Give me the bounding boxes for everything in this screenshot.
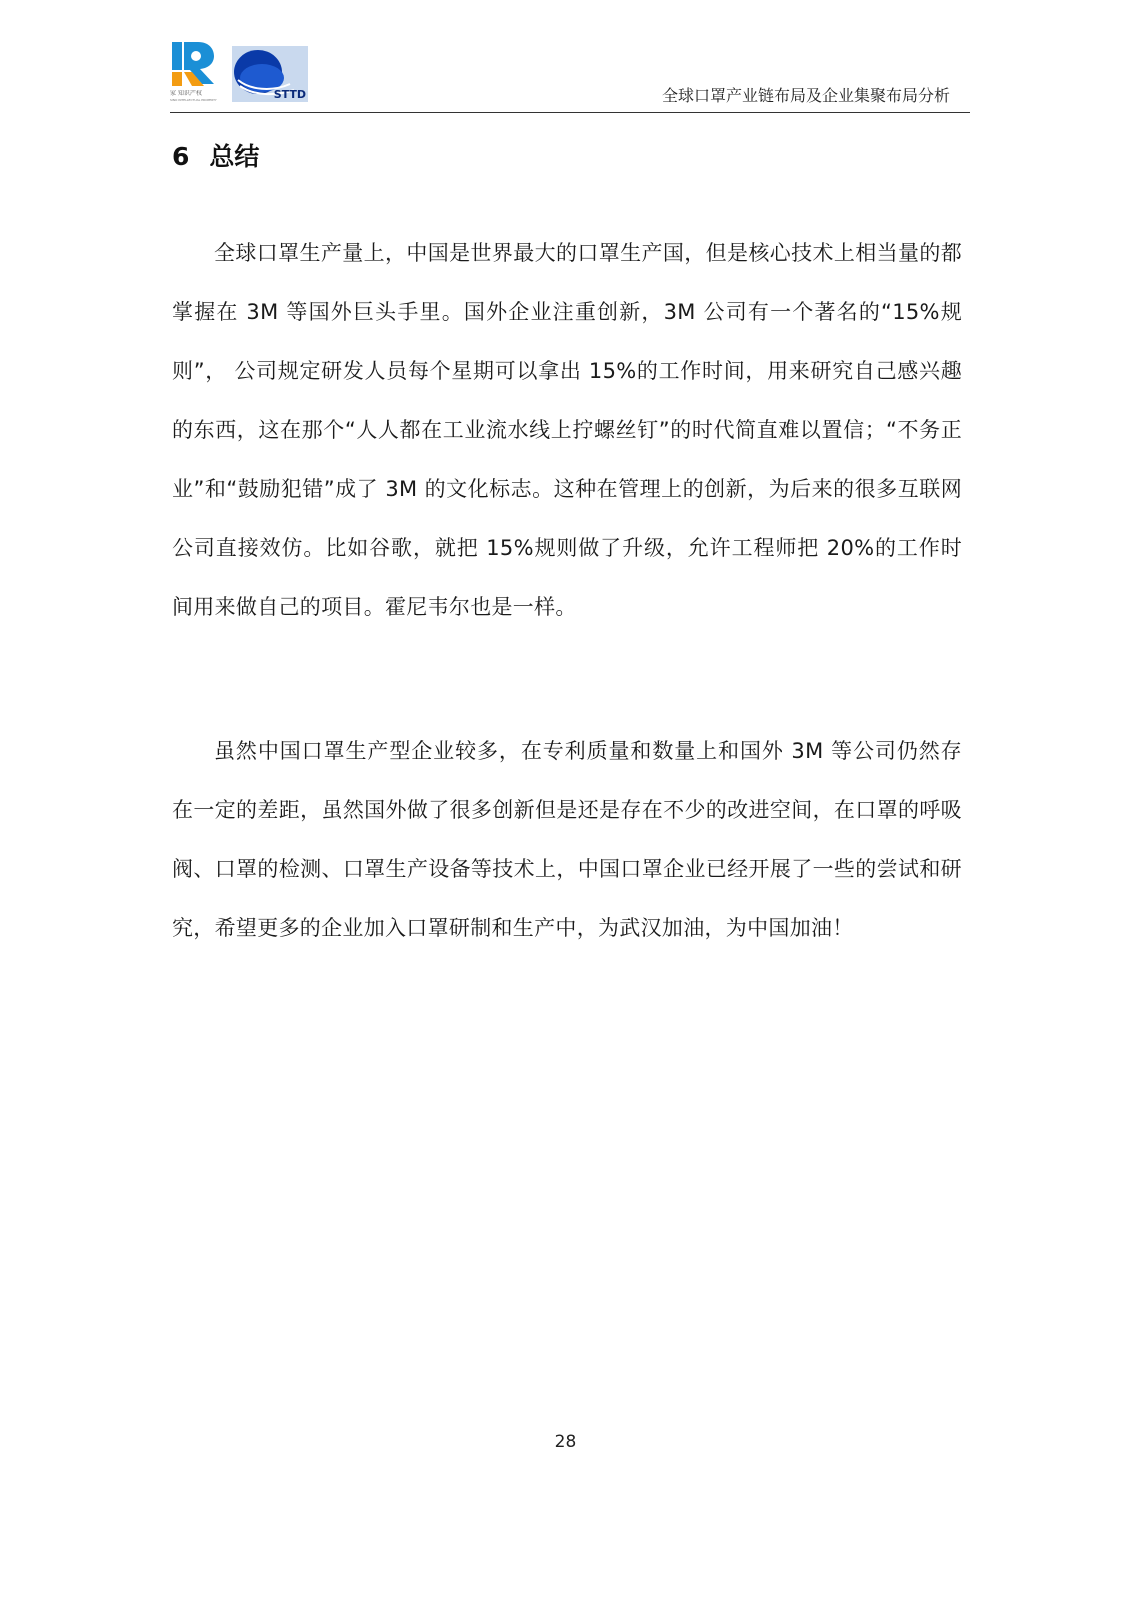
page-number: 28 [554,1432,577,1452]
section-number: 6 [172,142,190,171]
page-header [170,40,970,114]
header-divider [170,112,970,113]
body-paragraph-2: 虽然中国口罩生产型企业较多，在专利质量和数量上和国外 3M 等公司仍然存在一定的差距，虽然国外做了很多创新但是还是存在不少的改进空间，在口罩的呼吸阀、口罩的检测、口罩生产设备等技术上，中国口罩企业已经开展了一些的尝试和研究，希望更多的企业加入口罩研制和生产中，为武汉加油，为中国加油！ [172,739,962,940]
logo-r-caption: 家 知识产权 [170,90,202,97]
logo-sttd-icon [232,46,308,102]
body-paragraph-1: 全球口罩生产量上，中国是世界最大的口罩生产国，但是核心技术上相当量的都掌握在 3M 等国外巨头手里。国外企业注重创新，3M 公司有一个著名的“15%规则”， 公司规定研发人员每个星期可以拿出 15%的工作时间，用来研究自己感兴趣的东西，这在那个“人人都在工业流水线上拧螺丝钉”的时代简直难以置信；“不务正业”和“鼓励犯错”成了 3M 的文化标志。这种在管理上的创新，为后来的很多互联网公司直接效仿。比如谷歌，就把 15%规则做了升级，允许工程师把 20%的工作时间用来做自己的项目。霍尼韦尔也是一样。 [172,241,962,619]
header-title: 全球口罩产业链布局及企业集聚布局分析 [661,86,950,105]
section-title: 总结 [209,142,260,171]
section-heading [172,140,259,174]
logo-sttd-caption: STTD [273,88,306,101]
logo-r-subcaption: SINO INTELLECTUAL PROPERTY [170,98,217,102]
